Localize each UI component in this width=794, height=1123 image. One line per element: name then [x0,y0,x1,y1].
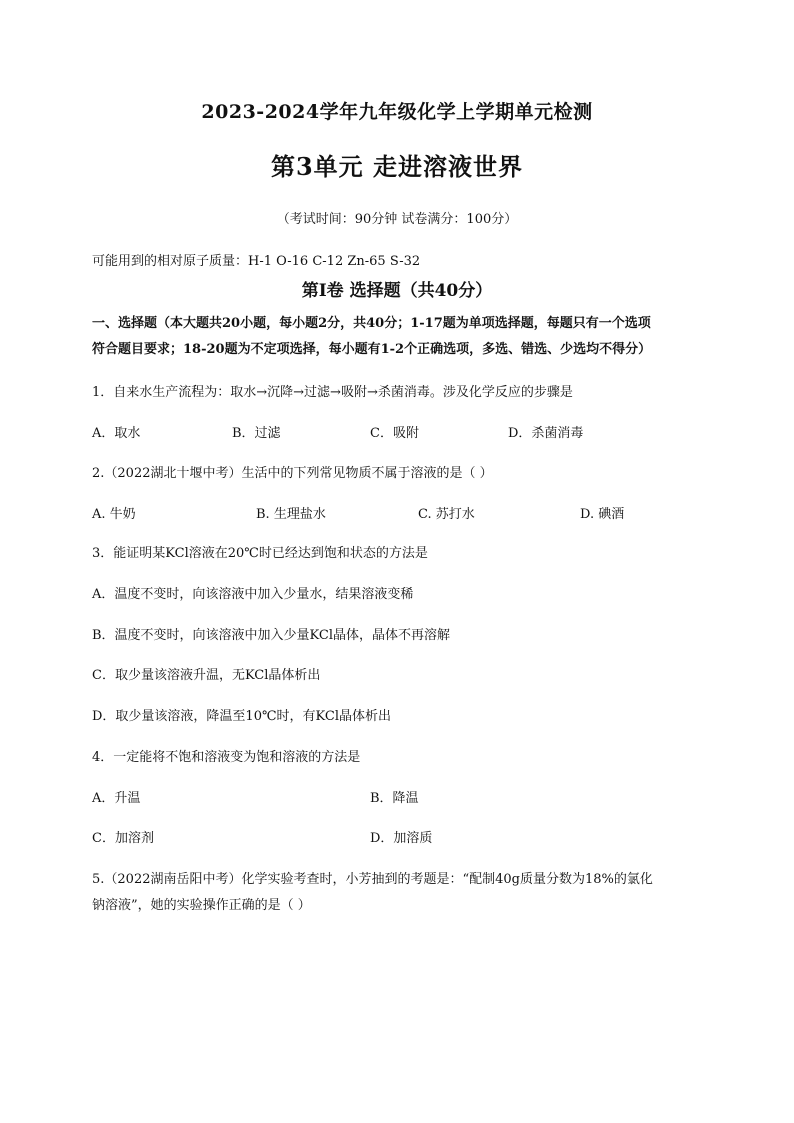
question-3-option-b: B．温度不变时，向该溶液中加入少量KCl晶体，晶体不再溶解 [92,628,451,643]
question-2-option-c: C. 苏打水 [418,507,475,522]
question-4-option-b: B．降温 [370,791,419,806]
question-4-option-a: A．升温 [92,791,141,806]
question-3-option-c: C．取少量该溶液升温，无KCl晶体析出 [92,668,321,683]
question-1-option-d: D．杀菌消毒 [508,426,584,441]
question-2-stem: 2.（2022湖北十堰中考）生活中的下列常见物质不属于溶液的是（ ） [92,466,493,481]
unit-title: 第3单元 走进溶液世界 [270,152,524,181]
question-1-option-c: C．吸附 [370,426,419,441]
question-4-stem: 4．一定能将不饱和溶液变为饱和溶液的方法是 [92,750,361,765]
section-instructions-line2: 符合题目要求；18-20题为不定项选择，每小题有1-2个正确选项，多选、错选、少选均不得分） [92,342,652,357]
atomic-masses: 可能用到的相对原子质量：H-1 O-16 C-12 Zn-65 S-32 [92,254,421,269]
question-2-option-d: D. 碘酒 [580,507,625,522]
question-3-option-d: D．取少量该溶液，降温至10℃时，有KCl晶体析出 [92,709,391,724]
question-2-option-a: A. 牛奶 [92,507,136,522]
section-instructions-line1: 一、选择题（本大题共20小题，每小题2分，共40分；1-17题为单项选择题，每题只有一个选项 [92,316,651,331]
question-4-option-d: D．加溶质 [370,831,433,846]
question-1-option-b: B．过滤 [232,426,281,441]
question-1-stem: 1．自来水生产流程为：取水→沉降→过滤→吸附→杀菌消毒。涉及化学反应的步骤是 [92,385,573,400]
exam-title: 2023-2024学年九年级化学上学期单元检测 [201,101,593,123]
question-3-option-a: A．温度不变时，向该溶液中加入少量水，结果溶液变稀 [92,587,414,602]
question-1-option-a: A．取水 [92,426,141,441]
question-5-stem-line1: 5.（2022湖南岳阳中考）化学实验考查时，小芳抽到的考题是：“配制40g质量分数为18%的氯化 [92,872,653,887]
section-title: 第Ⅰ卷 选择题（共40分） [301,281,493,301]
question-5-stem-line2: 钠溶液”，她的实验操作正确的是（ ） [92,898,311,913]
question-4-option-c: C．加溶剂 [92,831,154,846]
question-3-stem: 3．能证明某KCl溶液在20℃时已经达到饱和状态的方法是 [92,546,428,561]
question-2-option-b: B. 生理盐水 [256,507,326,522]
exam-info: （考试时间：90分钟 试卷满分：100分） [276,212,518,227]
